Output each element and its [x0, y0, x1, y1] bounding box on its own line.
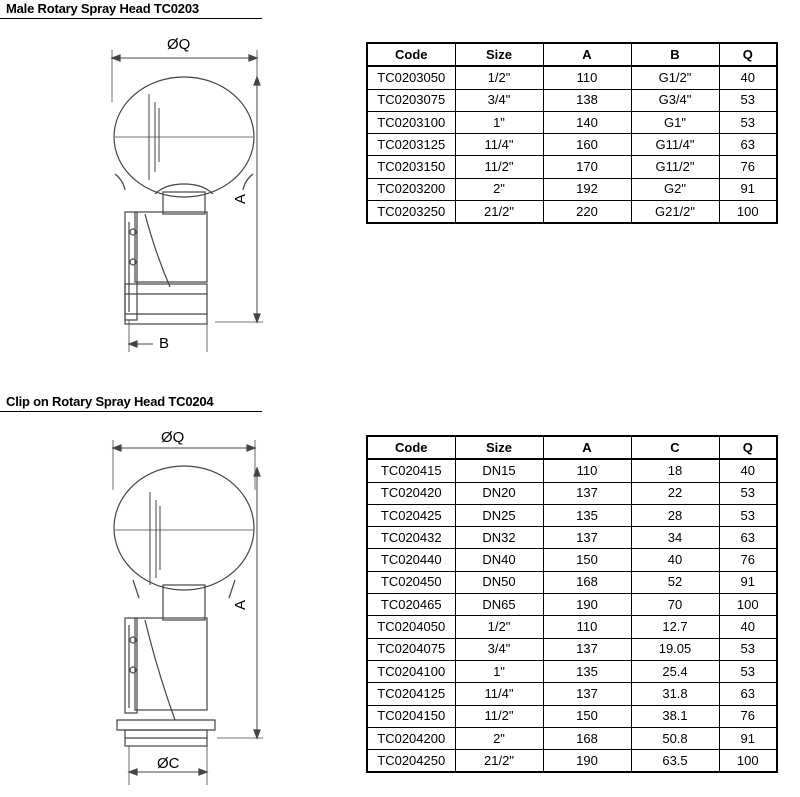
- table-header-row: [367, 43, 777, 66]
- table-cell: 150: [543, 549, 631, 571]
- table-cell: 3/4": [455, 89, 543, 111]
- table-row: [367, 201, 777, 224]
- table-cell: 76: [719, 156, 777, 178]
- section-2-title: Clip on Rotary Spray Head TC0204: [6, 394, 214, 409]
- table-cell: G11/2": [631, 156, 719, 178]
- table-row: [367, 178, 777, 200]
- table-row: [367, 571, 777, 593]
- dim-b-label: B: [159, 335, 170, 352]
- column-header: Q: [719, 436, 777, 459]
- table-cell: G21/2": [631, 201, 719, 224]
- table-cell: 31.8: [631, 683, 719, 705]
- table-cell: 28: [631, 504, 719, 526]
- table-cell: 135: [543, 660, 631, 682]
- table-cell: 11/2": [455, 705, 543, 727]
- table-cell: 63: [719, 527, 777, 549]
- dim-q-label: ØQ: [167, 36, 191, 53]
- table-cell: TC0203250: [367, 201, 455, 224]
- table-cell: 40: [719, 459, 777, 482]
- section-1-title: Male Rotary Spray Head TC0203: [6, 1, 199, 16]
- table-cell: 63: [719, 683, 777, 705]
- male-spray-head-table: [366, 42, 778, 224]
- table-row: [367, 705, 777, 727]
- table-cell: 21/2": [455, 750, 543, 773]
- table-cell: 76: [719, 549, 777, 571]
- table-cell: G11/4": [631, 134, 719, 156]
- table-cell: 190: [543, 594, 631, 616]
- table-cell: 18: [631, 459, 719, 482]
- table-cell: 170: [543, 156, 631, 178]
- table-header-row: [367, 436, 777, 459]
- table-cell: G3/4": [631, 89, 719, 111]
- table-row: [367, 156, 777, 178]
- table-cell: 53: [719, 638, 777, 660]
- table-cell: 137: [543, 638, 631, 660]
- table-row: [367, 660, 777, 682]
- table-cell: 110: [543, 459, 631, 482]
- dim-a-label: A: [232, 193, 249, 204]
- table-row: [367, 527, 777, 549]
- column-header: Code: [367, 436, 455, 459]
- table-cell: 53: [719, 504, 777, 526]
- section-1-title-rule: [0, 18, 262, 19]
- table-cell: 2": [455, 178, 543, 200]
- clip-on-spray-head-drawing: [95, 420, 275, 795]
- table-cell: TC0203100: [367, 111, 455, 133]
- table-cell: 91: [719, 178, 777, 200]
- dim-c-label: ØC: [157, 755, 180, 772]
- table-cell: TC0203050: [367, 66, 455, 89]
- table-row: [367, 459, 777, 482]
- table-cell: DN15: [455, 459, 543, 482]
- table-cell: G1/2": [631, 66, 719, 89]
- table-cell: 135: [543, 504, 631, 526]
- table-cell: 110: [543, 66, 631, 89]
- table-cell: 52: [631, 571, 719, 593]
- table-cell: 63.5: [631, 750, 719, 773]
- table-row: [367, 549, 777, 571]
- table-row: [367, 482, 777, 504]
- table-cell: DN65: [455, 594, 543, 616]
- table-cell: 220: [543, 201, 631, 224]
- table-cell: TC0203075: [367, 89, 455, 111]
- table-cell: G1": [631, 111, 719, 133]
- column-header: Q: [719, 43, 777, 66]
- table-cell: 53: [719, 482, 777, 504]
- table-cell: 22: [631, 482, 719, 504]
- table-cell: 50.8: [631, 727, 719, 749]
- table-cell: 12.7: [631, 616, 719, 638]
- table-cell: DN40: [455, 549, 543, 571]
- table-cell: DN25: [455, 504, 543, 526]
- table-cell: TC0204125: [367, 683, 455, 705]
- table-cell: TC0204150: [367, 705, 455, 727]
- table-row: [367, 594, 777, 616]
- table-cell: 11/4": [455, 683, 543, 705]
- table-cell: TC020440: [367, 549, 455, 571]
- column-header: Size: [455, 43, 543, 66]
- table-cell: 1": [455, 660, 543, 682]
- table-cell: 1": [455, 111, 543, 133]
- table-cell: 53: [719, 111, 777, 133]
- table-row: [367, 111, 777, 133]
- table-cell: 19.05: [631, 638, 719, 660]
- table-cell: 40: [719, 66, 777, 89]
- table-cell: 2": [455, 727, 543, 749]
- table-cell: 100: [719, 750, 777, 773]
- table-cell: 53: [719, 89, 777, 111]
- table-cell: 168: [543, 571, 631, 593]
- table-cell: 1/2": [455, 616, 543, 638]
- table-row: [367, 89, 777, 111]
- table-cell: TC020432: [367, 527, 455, 549]
- column-header: C: [631, 436, 719, 459]
- column-header: A: [543, 43, 631, 66]
- table-cell: DN20: [455, 482, 543, 504]
- table-row: [367, 134, 777, 156]
- table-cell: TC020465: [367, 594, 455, 616]
- table-cell: 34: [631, 527, 719, 549]
- table-cell: 38.1: [631, 705, 719, 727]
- table-cell: 53: [719, 660, 777, 682]
- table-row: [367, 616, 777, 638]
- section-2-title-rule: [0, 411, 262, 412]
- table-row: [367, 727, 777, 749]
- table-cell: 150: [543, 705, 631, 727]
- table-cell: 40: [631, 549, 719, 571]
- table-row: [367, 683, 777, 705]
- table-cell: TC020415: [367, 459, 455, 482]
- table-cell: 76: [719, 705, 777, 727]
- table-cell: TC0203200: [367, 178, 455, 200]
- table-cell: TC0204075: [367, 638, 455, 660]
- table-cell: 1/2": [455, 66, 543, 89]
- column-header: B: [631, 43, 719, 66]
- table-cell: 100: [719, 201, 777, 224]
- table-cell: 190: [543, 750, 631, 773]
- table-cell: 11/2": [455, 156, 543, 178]
- table-cell: 140: [543, 111, 631, 133]
- table-cell: DN50: [455, 571, 543, 593]
- table-row: [367, 638, 777, 660]
- table-cell: 11/4": [455, 134, 543, 156]
- table-cell: DN32: [455, 527, 543, 549]
- clip-on-spray-head-table: [366, 435, 778, 773]
- table-cell: TC020420: [367, 482, 455, 504]
- table-cell: 25.4: [631, 660, 719, 682]
- column-header: Size: [455, 436, 543, 459]
- table-cell: 168: [543, 727, 631, 749]
- table-row: [367, 66, 777, 89]
- table-row: [367, 750, 777, 773]
- table-cell: TC0203150: [367, 156, 455, 178]
- table-cell: 40: [719, 616, 777, 638]
- dim-a-label: A: [232, 599, 249, 610]
- table-cell: TC0204250: [367, 750, 455, 773]
- table-cell: 70: [631, 594, 719, 616]
- table-cell: 91: [719, 571, 777, 593]
- table-cell: 63: [719, 134, 777, 156]
- male-spray-head-drawing: [95, 22, 275, 357]
- table-cell: 138: [543, 89, 631, 111]
- table-cell: TC020450: [367, 571, 455, 593]
- table-cell: 137: [543, 527, 631, 549]
- table-cell: 160: [543, 134, 631, 156]
- table-cell: G2": [631, 178, 719, 200]
- column-header: Code: [367, 43, 455, 66]
- table-cell: 192: [543, 178, 631, 200]
- column-header: A: [543, 436, 631, 459]
- dim-q-label: ØQ: [161, 429, 185, 446]
- table-cell: TC0203125: [367, 134, 455, 156]
- table-cell: 100: [719, 594, 777, 616]
- table-cell: TC0204050: [367, 616, 455, 638]
- table-cell: 110: [543, 616, 631, 638]
- table-cell: 137: [543, 683, 631, 705]
- table-cell: TC0204100: [367, 660, 455, 682]
- table-cell: TC0204200: [367, 727, 455, 749]
- table-cell: 3/4": [455, 638, 543, 660]
- table-cell: 21/2": [455, 201, 543, 224]
- table-cell: 137: [543, 482, 631, 504]
- table-cell: TC020425: [367, 504, 455, 526]
- table-row: [367, 504, 777, 526]
- table-cell: 91: [719, 727, 777, 749]
